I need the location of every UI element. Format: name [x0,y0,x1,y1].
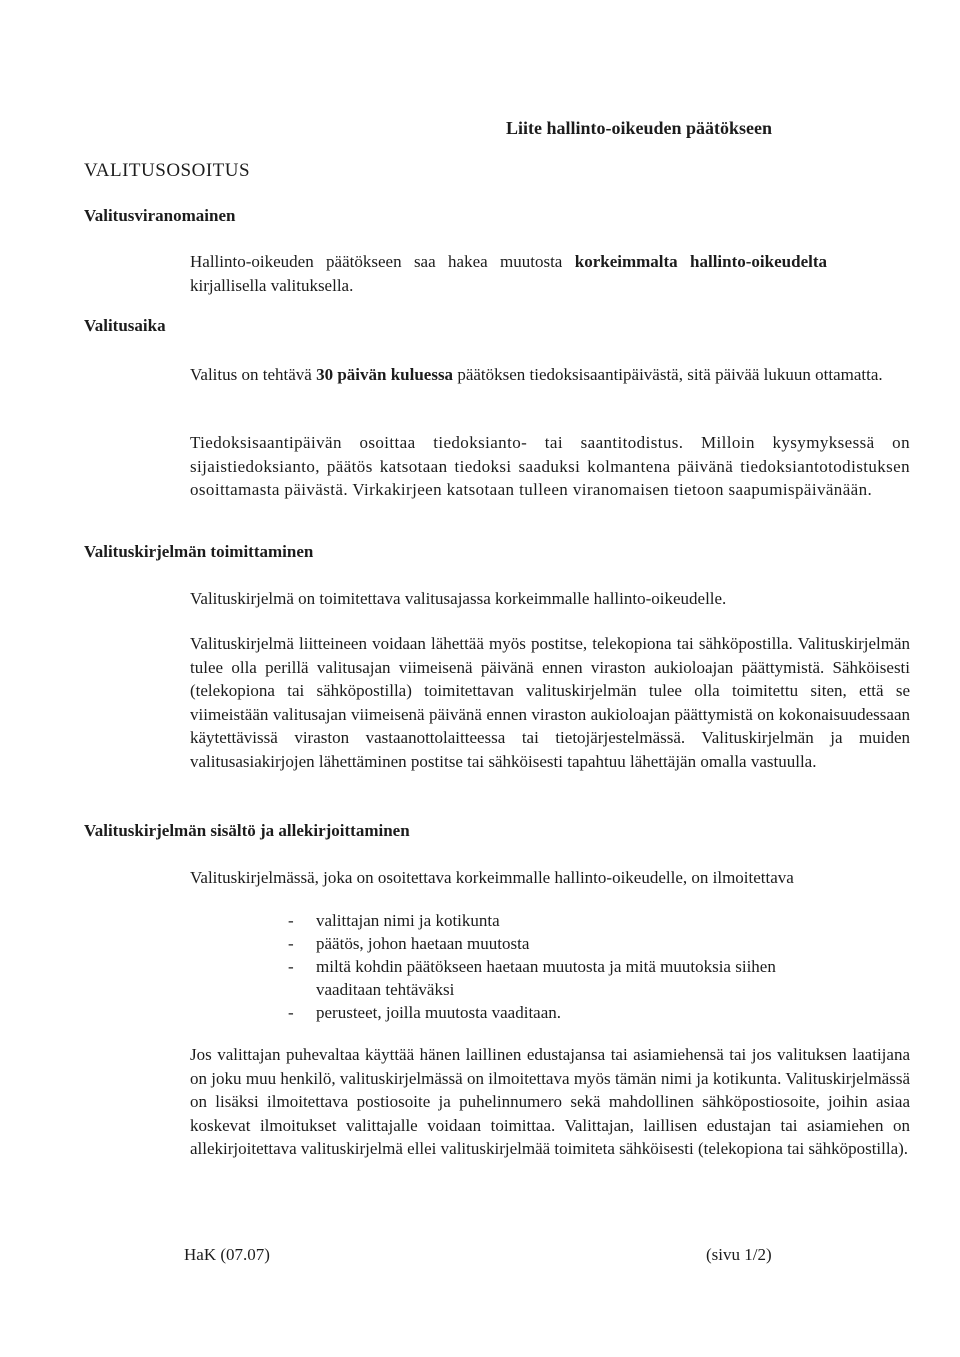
page-number: (sivu 1/2) [706,1245,772,1264]
delivery-paragraph-1: Valituskirjelmä on toimitettava valitusajassa korkeimmalle hallinto-oikeudelle. [190,589,727,608]
requirements-list [287,909,807,1024]
section-heading-content: Valituskirjelmän sisältö ja allekirjoittaminen [84,821,410,840]
annex-title: Liite hallinto-oikeuden päätökseen [506,118,773,138]
section-heading-deadline: Valitusaika [84,316,166,335]
deadline-bold-phrase: 30 päivän kuluessa [316,365,454,384]
section-heading-authority: Valitusviranomainen [84,206,236,225]
list-item: - miltä kohdin päätökseen haetaan muutosta ja mitä muutoksia siihen vaaditaan tehtäväksi [287,955,796,1001]
section-heading-delivery: Valituskirjelmän toimittaminen [84,542,314,561]
list-item: - valittajan nimi ja kotikunta [287,909,807,932]
list-item: - päätös, johon haetaan muutosta [287,932,807,955]
authority-bold-phrase: korkeimmalta hallinto-oikeudelta [574,252,827,271]
delivery-paragraph-2: Valituskirjelmä liitteineen voidaan lähettää myös postitse, telekopiona tai sähköpostilla. Valituskirjelmän tulee olla perillä valitusajan viimeisenä päivänä ennen viraston aukioloajan päättymistä. Sähköisesti (telekopiona tai sähköpostilla) toimitettavan valituskirjelmän tulee olla toimitettu siten, että se viimeistään valitusajan viimeisenä päivänä ennen viraston aukioloajan päättymistä on kokonaisuudessaan käytettävissä viraston vastaanottolaitteessa tai tietojärjestelmässä. Valituskirjelmän ja muiden valitusasiakirjojen lähettäminen postitse tai sähköisesti tapahtuu lähettäjän omalla vastuulla. [190,634,910,771]
deadline-paragraph-1: Valitus on tehtävä 30 päivän kuluessa päätöksen tiedoksisaantipäivästä, sitä päivää lukuun ottamatta. [190,365,883,384]
content-intro: Valituskirjelmässä, joka on osoitettava korkeimmalle hallinto-oikeudelle, on ilmoitettava [190,868,794,887]
list-item: - perusteet, joilla muutosta vaaditaan. [287,1001,807,1024]
content-paragraph-2: Jos valittajan puhevaltaa käyttää hänen laillinen edustajansa tai asiamiehensä tai jos valituksen laatijana on joku muu henkilö, valituskirjelmässä on ilmoitettava myös tämän nimi ja kotikunta. Valituskirjelmässä on lisäksi ilmoitettava postiosoite ja puhelinnumero sekä mahdollinen sähköpostiosoite, joihin asiaa koskevat ilmoitukset valittajalle voidaan toimittaa. Valittajan, laillisen edustajan tai asiamiehen on allekirjoitettava valituskirjelmä ellei valituskirjelmää toimiteta sähköisesti (telekopiona tai sähköpostilla). [190,1045,910,1158]
document-title: VALITUSOSOITUS [84,160,251,181]
footer-code: HaK (07.07) [184,1245,270,1264]
deadline-paragraph-2: Tiedoksisaantipäivän osoittaa tiedoksianto- tai saantitodistus. Milloin kysymyksessä on sijaistiedoksianto, päätös katsotaan tiedoksi saaduksi kolmantena päivänä tiedoksiantotodistuksen osoittamasta päivästä. Virkakirjeen katsotaan tulleen viranomaisen tietoon saapumispäivänään. [190,433,910,499]
authority-paragraph: Hallinto-oikeuden päätökseen saa hakea muutosta korkeimmalta hallinto-oikeudelta kirjallisella valituksella. [190,252,827,295]
